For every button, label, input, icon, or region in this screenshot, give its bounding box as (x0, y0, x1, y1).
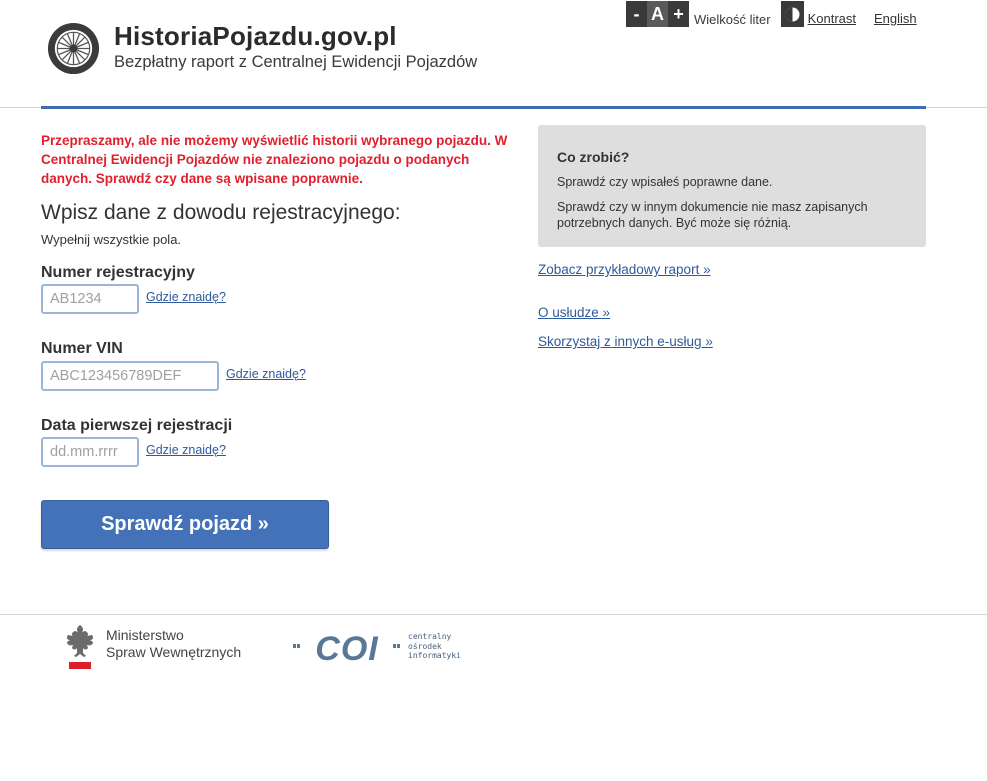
footer-divider (0, 614, 987, 615)
registration-number-label: Numer rejestracyjny (41, 264, 195, 281)
contrast-link[interactable]: Kontrast (807, 11, 856, 26)
help-box-tip-2: Sprawdź czy w innym dokumencie nie masz zapisanych potrzebnych danych. Być może się różnią. (557, 200, 868, 230)
other-services-link[interactable]: Skorzystaj z innych e-usług » (538, 334, 713, 349)
font-size-label: Wielkość liter (694, 12, 771, 27)
coi-wordmark (293, 630, 405, 664)
wheel-logo-icon[interactable] (46, 21, 101, 76)
sample-report-link[interactable]: Zobacz przykładowy raport » (538, 262, 711, 277)
help-box (538, 125, 926, 247)
site-subtitle: Bezpłatny raport z Centralnej Ewidencji Pojazdów (114, 53, 478, 71)
eagle-emblem-icon (63, 623, 97, 671)
font-increase-button[interactable]: + (668, 1, 689, 27)
first-registration-date-help-link[interactable]: Gdzie znaidę? (146, 443, 226, 457)
coi-wordmark-text: COI (315, 630, 379, 664)
vin-input[interactable] (41, 361, 219, 391)
coi-name-line-3: informatyki (408, 651, 461, 660)
about-service-link[interactable]: O usłudze » (538, 305, 611, 320)
site-header (0, 0, 987, 108)
font-decrease-button[interactable]: - (626, 1, 647, 27)
form-title: Wpisz dane z dowodu rejestracyjnego: (41, 201, 401, 224)
language-link[interactable]: English (874, 11, 917, 26)
mswia-name-line-1: Ministerstwo (106, 627, 184, 643)
registration-number-input[interactable] (41, 284, 139, 314)
help-box-tip-1: Sprawdź czy wpisałeś poprawne dane. (557, 175, 773, 189)
header-accent-line (41, 106, 926, 109)
accessibility-bar (626, 1, 917, 27)
error-message: Przepraszamy, ale nie możemy wyświetlić historii wybranego pojazdu. W Centralnej Ewidencji Pojazdów nie znaleziono pojazdu o podanych danych. Sprawdź czy dane są wpisane poprawnie. (41, 133, 508, 186)
coi-full-name (408, 632, 461, 661)
mswia-logo[interactable] (63, 623, 253, 671)
help-box-title: Co zrobić? (557, 149, 630, 165)
first-registration-date-label: Data pierwszej rejestracji (41, 417, 233, 434)
mswia-name (106, 627, 241, 661)
check-vehicle-button[interactable]: Sprawdź pojazd » (41, 500, 329, 549)
vin-help-link[interactable]: Gdzie znaidę? (226, 367, 306, 381)
registration-number-help-link[interactable]: Gdzie znaidę? (146, 290, 226, 304)
coi-name-line-2: ośrodek (408, 641, 442, 651)
font-reset-button[interactable]: A (647, 1, 668, 27)
contrast-icon[interactable] (781, 1, 804, 27)
site-title[interactable]: HistoriaPojazdu.gov.pl (114, 21, 397, 51)
form-hint: Wypełnij wszystkie pola. (41, 232, 182, 247)
first-registration-date-input[interactable] (41, 437, 139, 467)
coi-logo[interactable] (293, 630, 463, 666)
mswia-name-line-2: Spraw Wewnętrznych (106, 644, 242, 660)
coi-name-line-1: centralny (408, 632, 452, 641)
vin-label: Numer VIN (41, 340, 123, 357)
